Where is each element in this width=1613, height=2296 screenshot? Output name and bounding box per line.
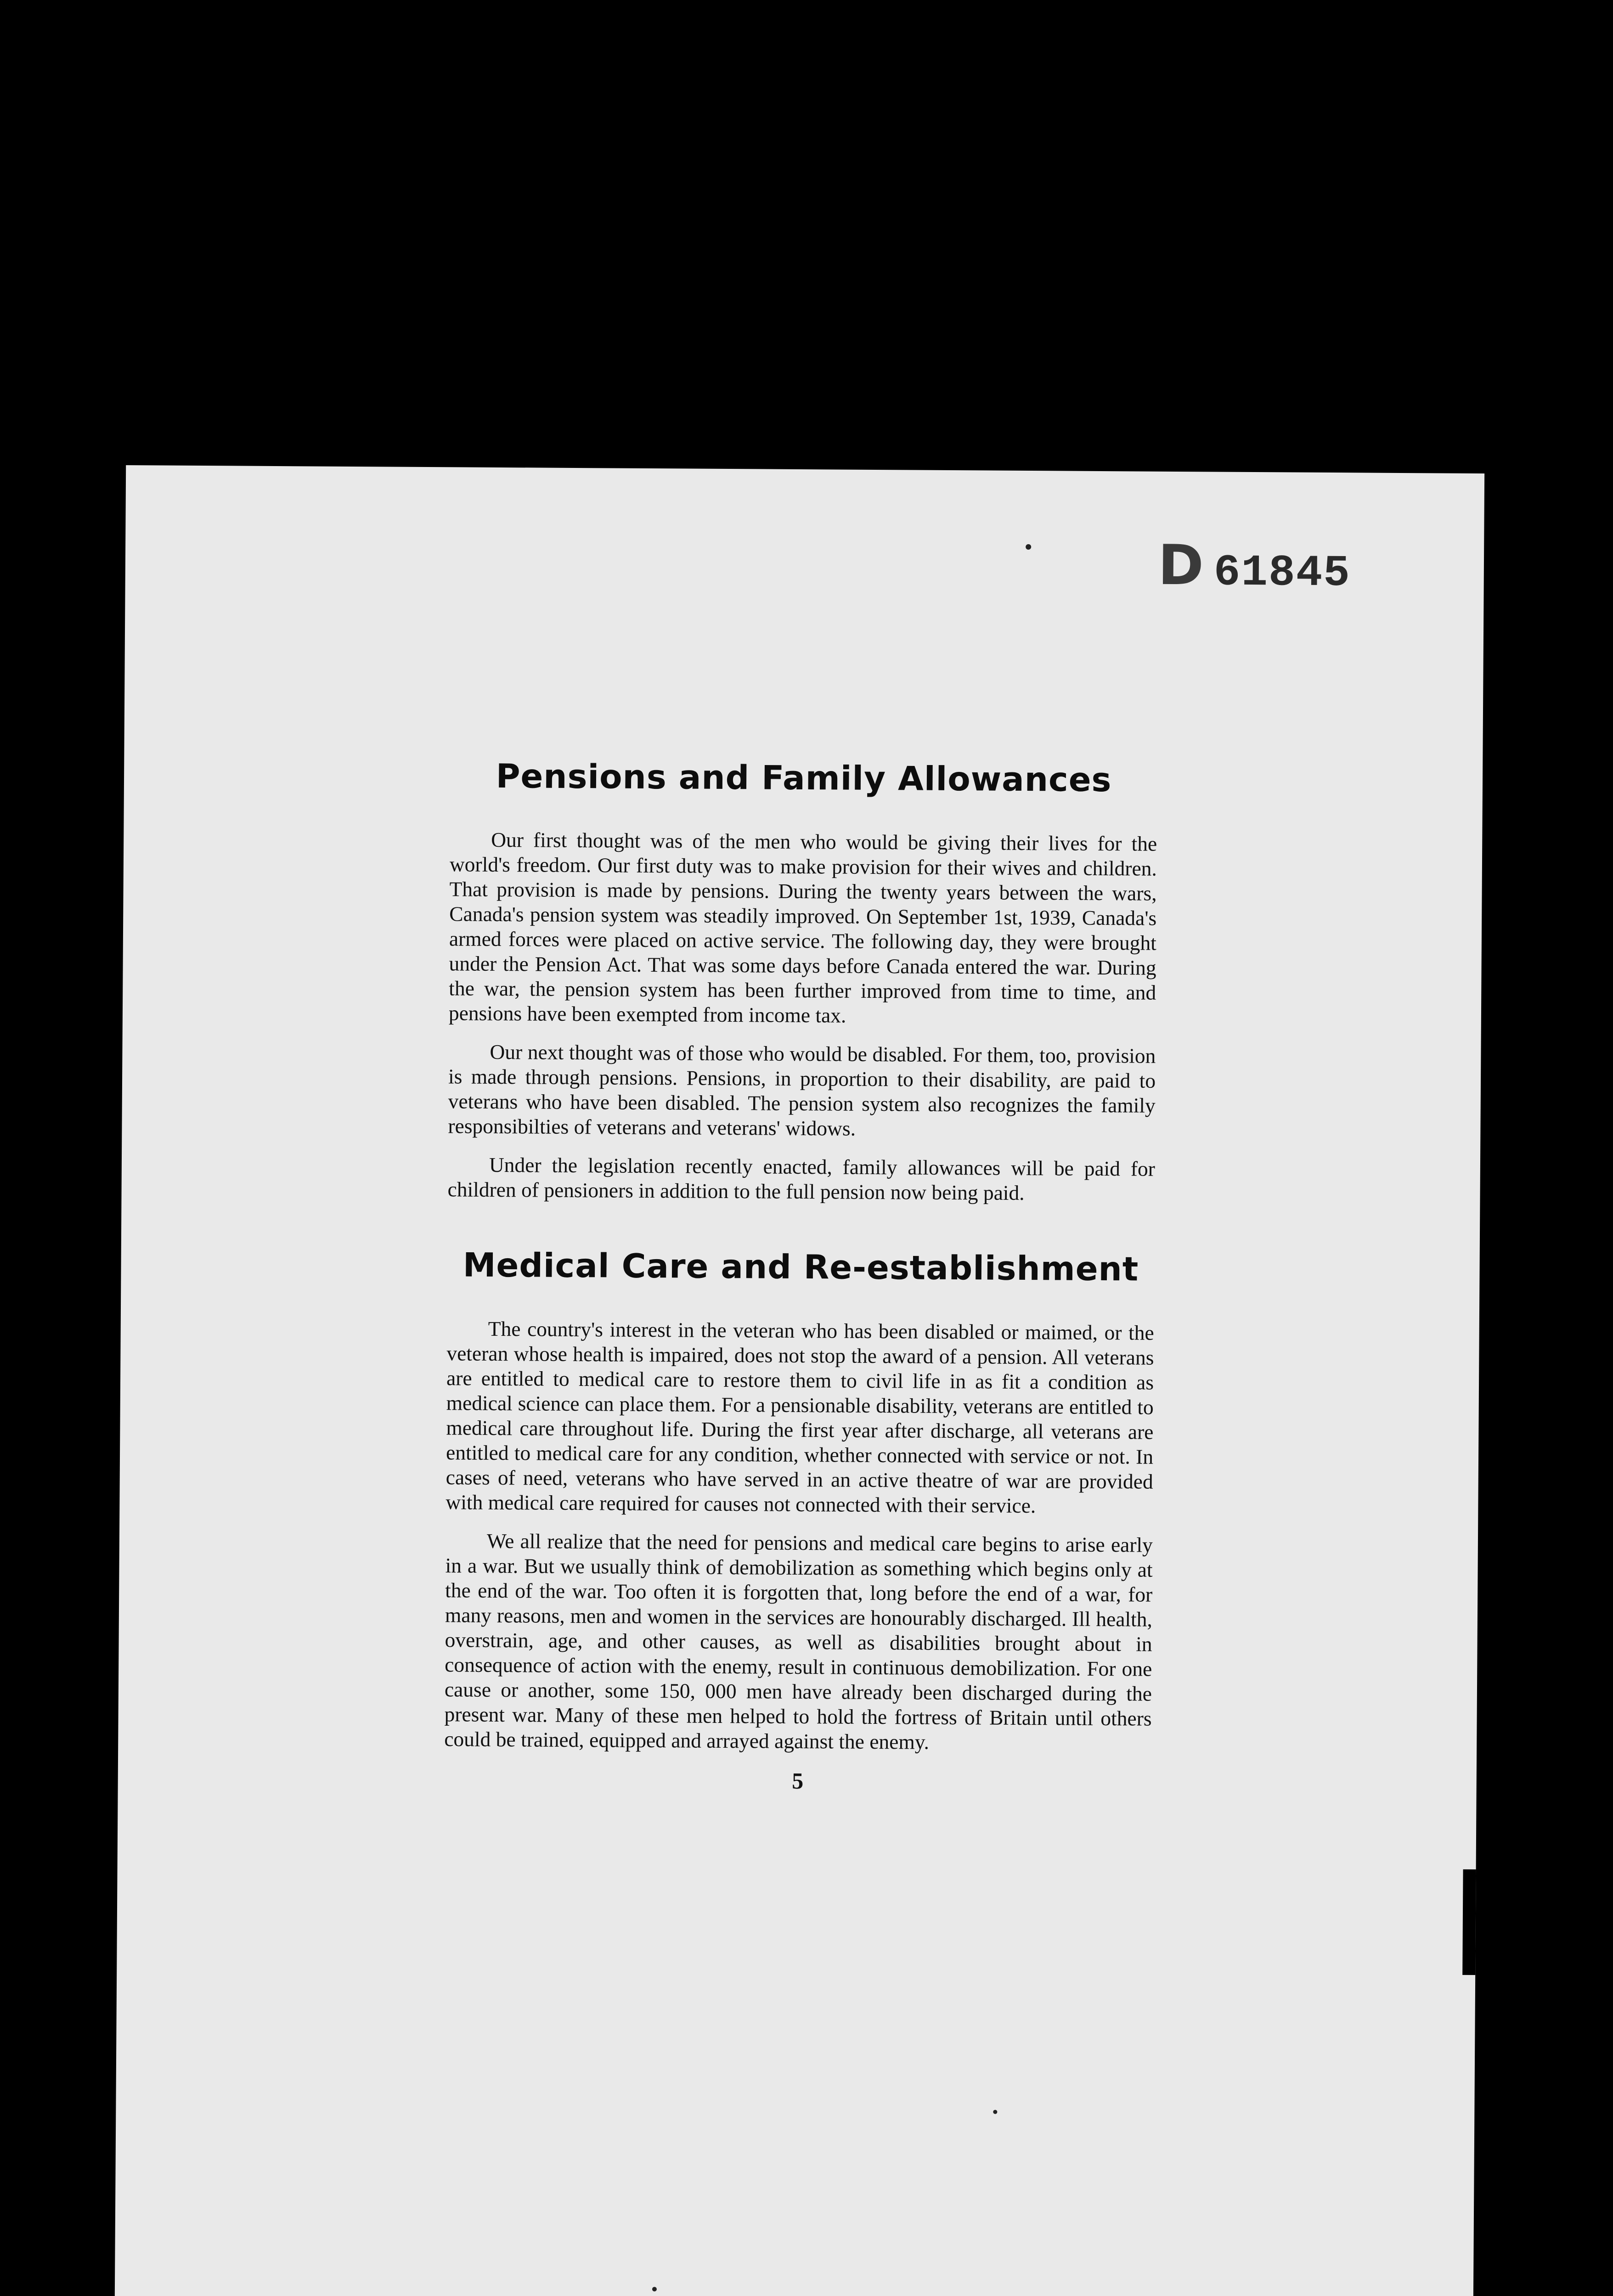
section-title-pensions: Pensions and Family Allowances	[496, 756, 1112, 799]
section-title-medical-care: Medical Care and Re-establishment	[462, 1245, 1139, 1289]
page-edge-tear	[1462, 1869, 1476, 1975]
paragraph: Our next thought was of those who would be disabled. For them, too, provision is made through pensions. Pensions, in proportion to their disability, are paid to veterans who have been disabled. The pension system also recognizes the family responsibilties of veterans and veterans' widows.	[448, 1040, 1156, 1140]
dust-speck	[652, 2287, 657, 2291]
page-number: 5	[792, 1767, 804, 1794]
page-content	[444, 756, 1158, 1796]
paragraph: The country's interest in the veteran who has been disabled or maimed, or the veteran whose health is impaired, does not stop the award of a pension. All veterans are entitled to medical care to restore them to civil life in as fit a condition as medical science can place them. For a pensionable disability, veterans are entitled to medical care throughout life. During the first year after discharge, all veterans are entitled to medical care for any condition, whether connected with service or not. In cases of need, veterans who have served in an active theatre of war are provided with medical care required for causes not connected with their service.	[446, 1317, 1154, 1518]
dust-speck	[993, 2110, 997, 2114]
section-medical-care	[444, 1245, 1155, 1756]
stamp-number: 61845	[1213, 547, 1351, 599]
paragraph: We all realize that the need for pensions and medical care begins to arise early in a war. But we usually think of demobilization as something which begins only at the end of the war. Too often it is forgotten that, long before the end of a war, for many reasons, men and women in the services are honourably discharged. Ill health, overstrain, age, and other causes, as well as disabilities brought about in consequence of action with the enemy, result in continuous demobilization. For one cause or another, some 150, 000 men have already been discharged during the present war. Many of these men helped to hold the fortress of Britain until others could be trained, equipped and arrayed against the enemy.	[444, 1529, 1153, 1754]
paragraph: Under the legislation recently enacted, family allowances will be paid for children of pensioners in addition to the full pension now being paid.	[447, 1153, 1156, 1204]
stamp-letter: D	[1157, 533, 1205, 598]
document-page	[115, 465, 1484, 2296]
archive-stamp	[1158, 534, 1351, 599]
dust-speck	[1026, 544, 1031, 550]
section-pensions	[447, 756, 1157, 1206]
paragraph: Our first thought was of the men who would be giving their lives for the world's freedom. Our first duty was to make provision for their wives and children. That provision is made by pensions. During the twenty years between the wars, Canada's pension system was steadily improved. On September 1st, 1939, Canada's armed forces were placed on active service. The following day, they were brought under the Pension Act. That was some days before Canada entered the war. During the war, the pension system has been further improved from time to time, and pensions have been exempted from income tax.	[448, 827, 1157, 1027]
